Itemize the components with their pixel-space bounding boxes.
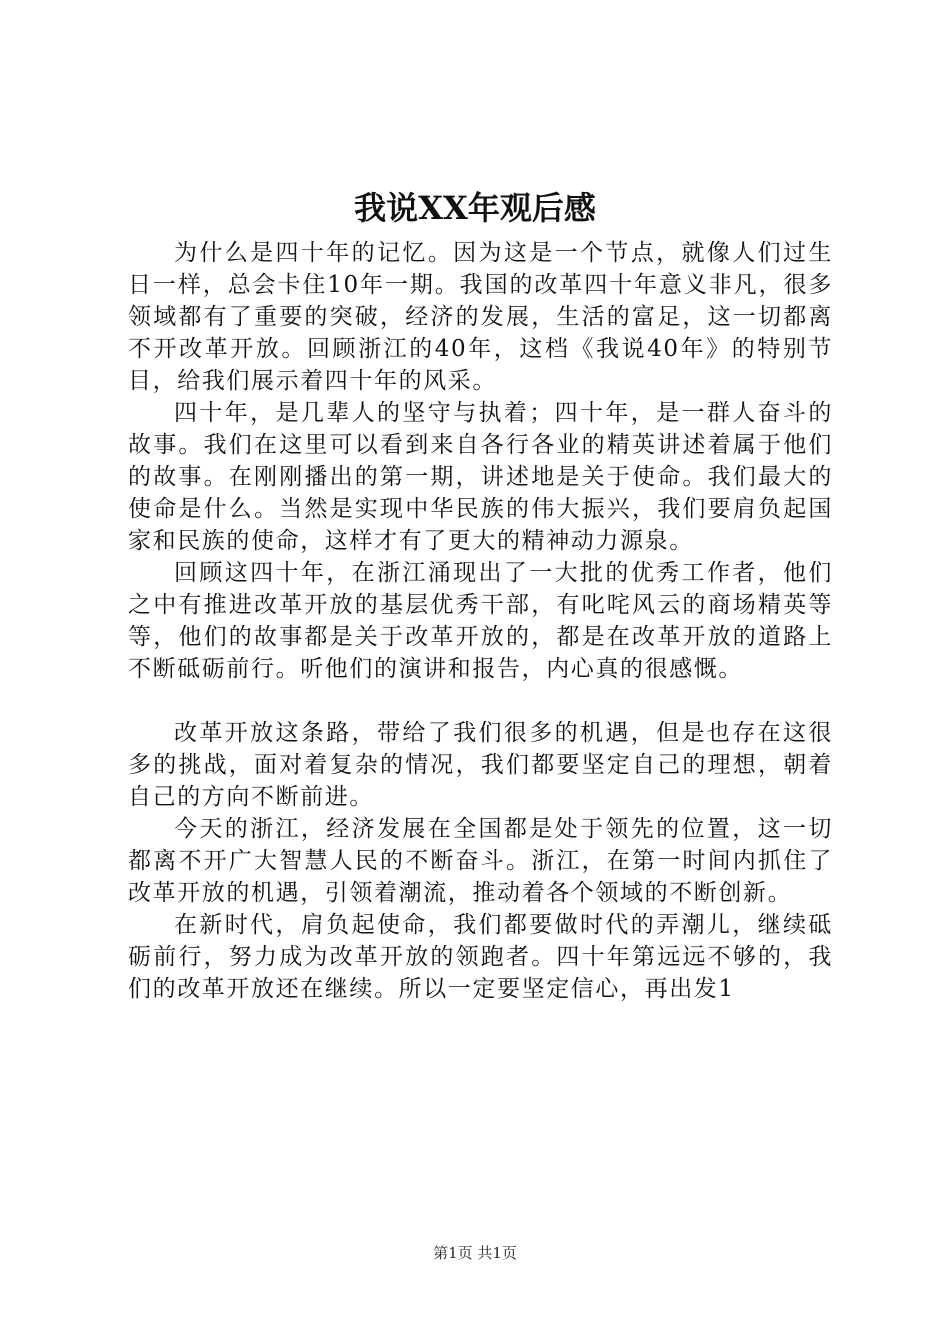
paragraph-6: 在新时代，肩负起使命，我们都要做时代的弄潮儿，继续砥砺前行，努力成为改革开放的领跑者。四十年第远远不够的，我们的改革开放还在继续。所以一定要坚定信心，再出发1 — [128, 912, 833, 1002]
paragraph-5: 今天的浙江，经济发展在全国都是处于领先的位置，这一切都离不开广大智慧人民的不断奋斗。浙江，在第一时间内抓住了改革开放的机遇，引领着潮流，推动着各个领域的不断创新。 — [128, 816, 833, 906]
paragraph-4: 改革开放这条路，带给了我们很多的机遇，但是也存在这很多的挑战，面对着复杂的情况，我们都要坚定自己的理想，朝着自己的方向不断前进。 — [128, 720, 833, 810]
document-body — [128, 237, 833, 1005]
paragraph-1: 为什么是四十年的记忆。因为这是一个节点，就像人们过生日一样，总会卡住10年一期。我国的改革四十年意义非凡，很多领域都有了重要的突破，经济的发展，生活的富足，这一切都离不开改革开放。回顾浙江的40年，这档《我说40年》的特别节目，给我们展示着四十年的风采。 — [128, 240, 833, 394]
paragraph-3: 回顾这四十年，在浙江涌现出了一大批的优秀工作者，他们之中有推进改革开放的基层优秀干部，有叱咤风云的商场精英等等，他们的故事都是关于改革开放的，都是在改革开放的道路上不断砥砺前行。听他们的演讲和报告，内心真的很感慨。 — [128, 560, 833, 682]
paragraph-2: 四十年，是几辈人的坚守与执着；四十年，是一群人奋斗的故事。我们在这里可以看到来自各行各业的精英讲述着属于他们的故事。在刚刚播出的第一期，讲述地是关于使命。我们最大的使命是什么。当然是实现中华民族的伟大振兴，我们要肩负起国家和民族的使命，这样才有了更大的精神动力源泉。 — [128, 400, 833, 554]
document-title: 我说XX年观后感 — [354, 189, 596, 227]
page-footer: 第1页 共1页 — [433, 1244, 517, 1262]
